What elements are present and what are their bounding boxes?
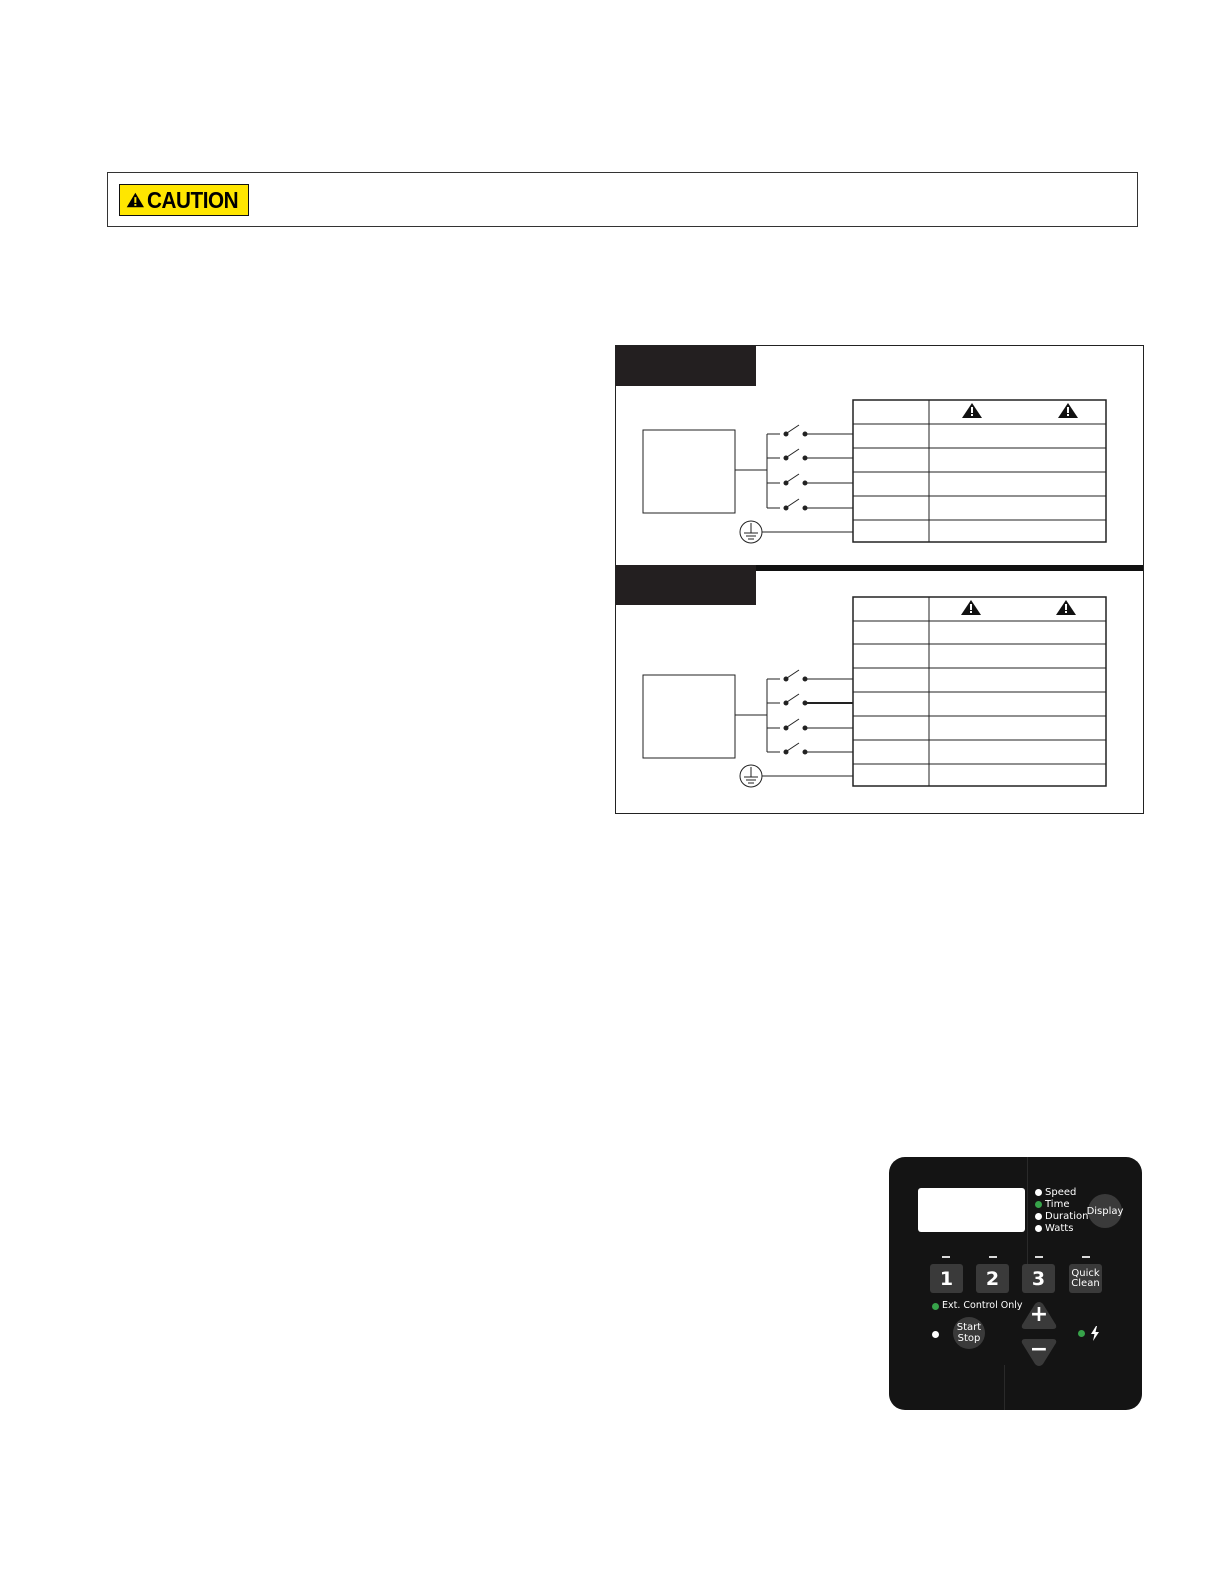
wiring-diagram-frame	[615, 345, 1144, 814]
caution-badge	[119, 184, 249, 216]
start-label: Start	[956, 1322, 982, 1333]
speed-up-button[interactable]	[1020, 1301, 1058, 1331]
quick-clean-button[interactable]	[1069, 1264, 1102, 1293]
quick-clean-line2: Clean	[1071, 1277, 1100, 1289]
relay-switches-top	[767, 425, 853, 510]
ext-control-led	[932, 1303, 939, 1310]
panel-seam-lower	[1004, 1365, 1005, 1410]
display-button[interactable]: Display	[1088, 1194, 1122, 1228]
key-2-indicator	[989, 1256, 997, 1258]
wiring-diagram-bottom	[643, 597, 1106, 787]
duration-led	[1035, 1213, 1042, 1220]
warning-triangle-icon	[962, 403, 982, 418]
relay-switches-bottom	[767, 670, 853, 754]
caution-box	[107, 172, 1138, 227]
preset-1-button[interactable]: 1	[930, 1264, 963, 1293]
caution-label: CAUTION	[146, 186, 238, 213]
watts-label: Watts	[1045, 1223, 1074, 1234]
drive-box-top	[643, 430, 735, 513]
watts-led	[1035, 1225, 1042, 1232]
speed-label: Speed	[1045, 1187, 1077, 1198]
power-led	[1078, 1330, 1085, 1337]
drive-box-bottom	[643, 675, 735, 758]
duration-label: Duration	[1045, 1211, 1089, 1222]
quick-clean-indicator	[1082, 1256, 1090, 1258]
ext-control-label: Ext. Control Only	[942, 1300, 1023, 1311]
preset-3-button[interactable]: 3	[1022, 1264, 1055, 1293]
stop-label: Stop	[957, 1333, 981, 1344]
warning-triangle-icon	[961, 600, 981, 615]
key-3-indicator	[1035, 1256, 1043, 1258]
speed-led	[1035, 1189, 1042, 1196]
plus-symbol: +	[1029, 1302, 1049, 1327]
time-label: Time	[1045, 1199, 1070, 1210]
wiring-diagrams-svg	[616, 346, 1143, 813]
warning-triangle-icon	[126, 189, 145, 211]
speed-down-button[interactable]	[1020, 1337, 1058, 1367]
terminal-table-bottom	[853, 597, 1106, 786]
start-stop-button[interactable]	[953, 1317, 985, 1349]
key-1-indicator	[942, 1256, 950, 1258]
minus-symbol: −	[1029, 1337, 1049, 1362]
terminal-table-top	[853, 400, 1106, 542]
quick-clean-line1: Quick	[1071, 1267, 1100, 1279]
preset-2-button[interactable]: 2	[976, 1264, 1009, 1293]
pump-control-panel	[889, 1157, 1142, 1410]
lightning-bolt-icon	[1091, 1326, 1099, 1341]
ground-symbol-bottom	[740, 765, 853, 787]
panel-seam-upper	[1027, 1157, 1028, 1267]
lcd-display	[918, 1188, 1025, 1232]
run-led	[932, 1331, 939, 1338]
warning-triangle-icon	[1058, 403, 1078, 418]
wiring-diagram-top	[643, 400, 1106, 543]
ground-symbol-top	[740, 521, 853, 543]
warning-triangle-icon	[1056, 600, 1076, 615]
time-led	[1035, 1201, 1042, 1208]
